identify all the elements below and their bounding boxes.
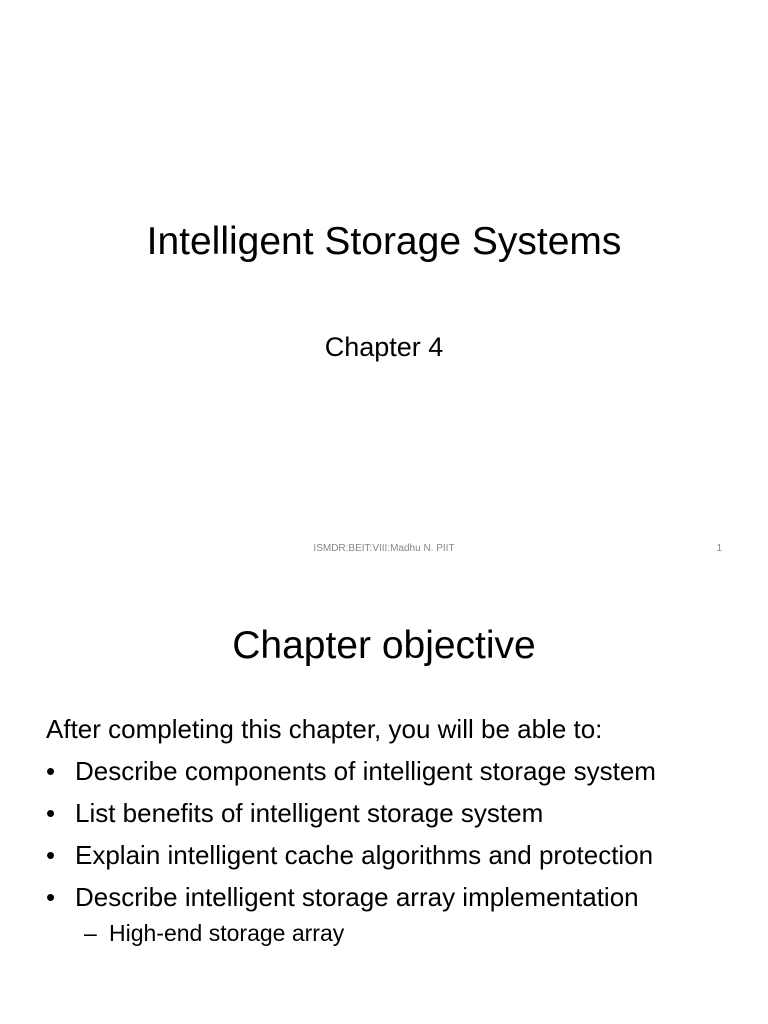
sub-list-item: – High-end storage array [75, 918, 736, 948]
slide-2 [0, 576, 768, 1024]
intro-text: After completing this chapter, you will be able to: [46, 714, 603, 744]
slide-footer: ISMDR:BEIT:VIII:Madhu N. PIIT [313, 543, 455, 554]
slide-body [46, 712, 736, 956]
objective-list [46, 754, 736, 948]
sub-list [75, 918, 736, 948]
list-item-text: Describe intelligent storage array implementation [75, 882, 639, 912]
slide-title: Chapter objective [232, 624, 536, 667]
list-item: • List benefits of intelligent storage system [46, 796, 736, 830]
list-item: • Describe components of intelligent storage system [46, 754, 736, 788]
list-item [46, 880, 736, 948]
page-number: 1 [716, 543, 722, 554]
slide-subtitle: Chapter 4 [324, 332, 444, 362]
list-item: • Explain intelligent cache algorithms and protection [46, 838, 736, 872]
slide-title: Intelligent Storage Systems [146, 220, 622, 263]
